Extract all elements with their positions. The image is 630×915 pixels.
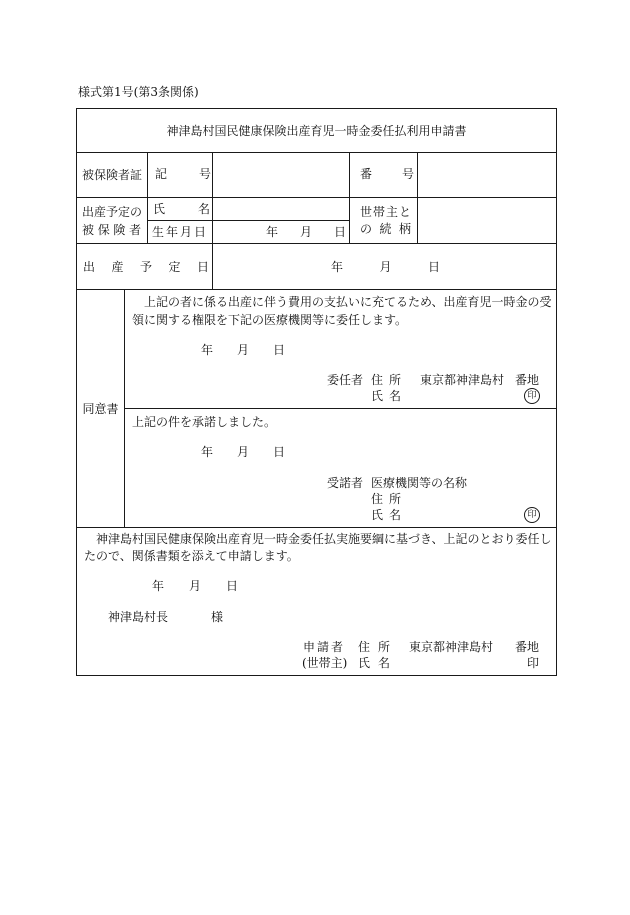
name-label: 氏名 <box>153 202 244 216</box>
expectant-label-line-1: 出産予定の <box>82 205 143 219</box>
acceptor-seal-mark: 印 <box>524 507 540 523</box>
delegation-text-line-2: 領に関する権限を下記の医療機関等に委任します。 <box>132 313 408 327</box>
number-label: 番号 <box>360 167 445 181</box>
number-value-cell <box>417 152 557 198</box>
birth-date-label: 生年月日 <box>152 225 209 239</box>
acceptor-address-label: 住所 <box>371 492 408 506</box>
expectant-label-line-2: 被保険者 <box>82 223 145 237</box>
delegator-name-label: 氏名 <box>371 389 408 403</box>
birth-date-value-cell <box>212 220 369 244</box>
birth-date-label-cell <box>147 220 213 244</box>
delegator-address-label: 住所 <box>371 373 408 387</box>
delegation-date-units: 年月日 <box>201 343 310 357</box>
relation-label-line-1: 世帯主と <box>360 205 413 219</box>
due-date-value-cell <box>212 243 557 290</box>
applicant-address-suffix: 番地 <box>515 640 540 654</box>
institution-name-label: 医療機関等の名称 <box>371 476 468 490</box>
delegator-seal-mark: 印 <box>524 388 540 404</box>
acceptance-text: 上記の件を承諾しました。 <box>132 415 277 429</box>
delegator-address-suffix: 番地 <box>515 373 540 387</box>
application-form <box>76 108 557 676</box>
relation-label-cell <box>349 197 418 244</box>
number-label-cell <box>349 152 445 198</box>
due-date-label-cell <box>76 243 226 290</box>
due-date-label: 出産予定日 <box>83 260 226 274</box>
applicant-name-label: 氏名 <box>358 656 399 670</box>
addressee-honorific: 様 <box>211 610 224 624</box>
applicant-address-value: 東京都神津島村 <box>409 640 494 654</box>
delegation-cell <box>124 289 557 409</box>
insured-card-label-cell <box>76 152 148 198</box>
acceptance-date-units: 年月日 <box>201 445 310 459</box>
delegation-text-line-1: 上記の者に係る出産に伴う費用の支払いに充てるため、出産育児一時金の受 <box>144 295 552 309</box>
symbol-value-cell <box>212 152 350 198</box>
delegator-label: 委任者 <box>327 373 364 387</box>
applicant-note: (世帯主) <box>302 656 348 670</box>
declaration-cell <box>76 527 557 676</box>
title-cell <box>76 108 557 153</box>
consent-label-cell <box>76 289 125 528</box>
applicant-label: 申請者 <box>303 640 346 654</box>
relation-value-cell <box>417 197 557 244</box>
due-date-units: 年月日 <box>331 260 477 274</box>
declaration-date-units: 年月日 <box>152 579 264 593</box>
insured-card-label: 被保険者証 <box>81 168 142 182</box>
consent-label: 同意書 <box>82 401 119 416</box>
name-value-cell <box>212 197 350 221</box>
relation-label-line-2: の続柄 <box>360 222 419 236</box>
declaration-text-line-2: たので、関係書類を添えて申請します。 <box>84 549 299 563</box>
applicant-seal-mark: 印 <box>527 656 540 670</box>
addressee: 神津島村長 <box>108 610 169 624</box>
delegator-address-value: 東京都神津島村 <box>420 373 505 387</box>
form-title: 神津島村国民健康保険出産育児一時金委任払利用申請書 <box>166 123 467 138</box>
name-label-cell <box>147 197 244 221</box>
acceptor-label: 受諾者 <box>327 476 364 490</box>
expectant-insured-label-cell <box>76 197 148 244</box>
acceptance-cell <box>124 408 557 528</box>
applicant-address-label: 住所 <box>358 640 399 654</box>
form-number: 様式第1号(第3条関係) <box>78 85 199 99</box>
birth-date-units: 年月日 <box>266 225 369 239</box>
symbol-label-cell <box>147 152 244 198</box>
symbol-label: 記号 <box>155 167 244 181</box>
declaration-text-line-1: 神津島村国民健康保険出産育児一時金委任払実施要綱に基づき、上記のとおり委任し <box>96 532 552 546</box>
acceptor-name-label: 氏名 <box>371 508 408 522</box>
